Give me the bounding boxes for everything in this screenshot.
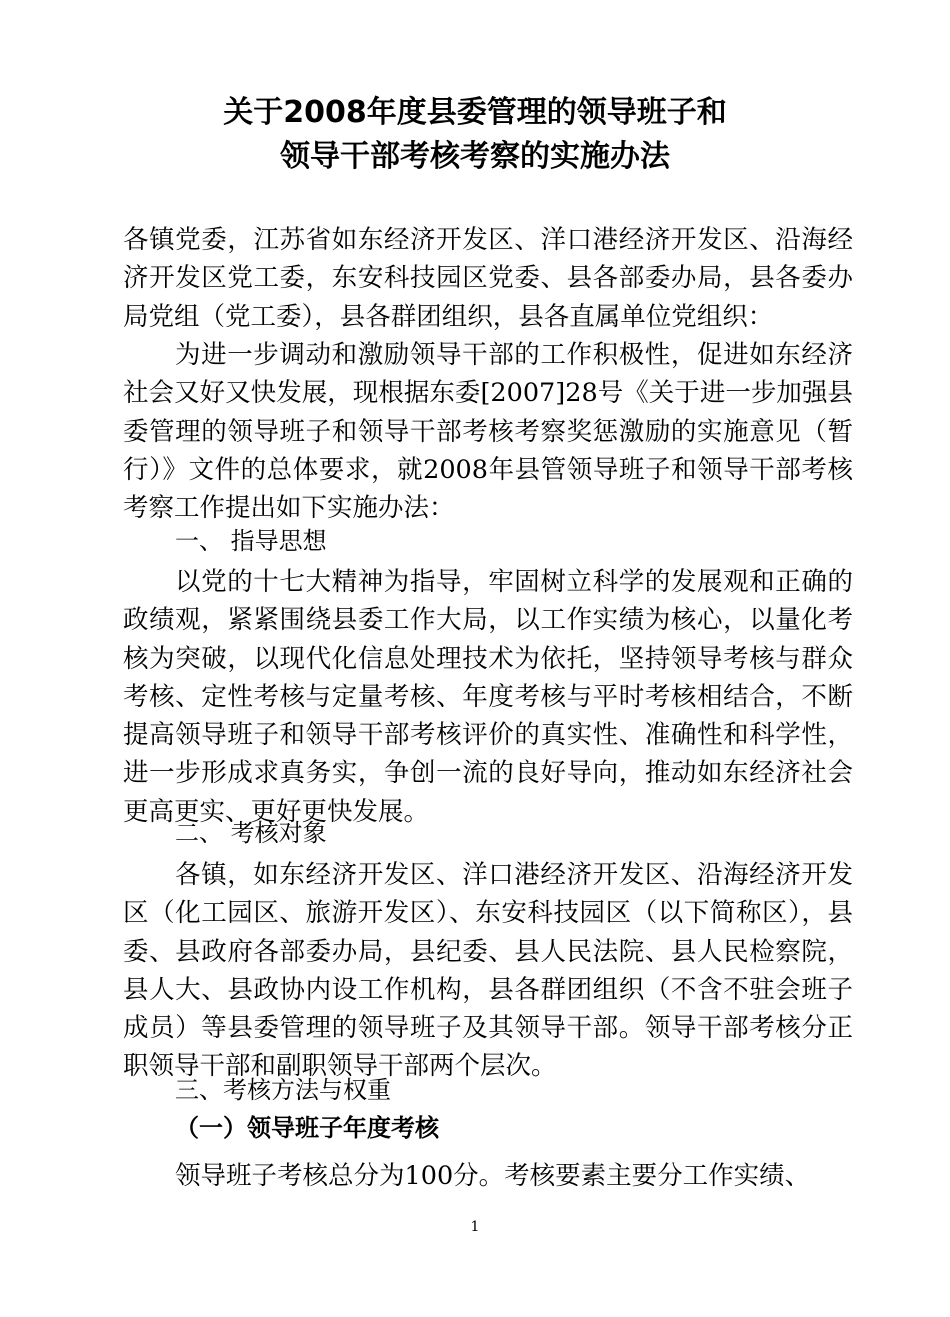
page-number: 1 xyxy=(470,1219,480,1235)
section-heading-assessment-targets: 二、 考核对象 xyxy=(175,819,327,847)
document-title-line-2: 领导干部考核考察的实施办法 xyxy=(280,139,670,174)
section-heading-methods-weights: 三、考核方法与权重 xyxy=(175,1076,391,1104)
section-heading-guiding-ideology: 一、 指导思想 xyxy=(175,527,327,555)
subsection-paragraph-team-annual-assessment: 领导班子考核总分为100分。考核要素主要分工作实绩、 xyxy=(175,1161,811,1191)
salutation-paragraph: 各镇党委，江苏省如东经济开发区、洋口港经济开发区、沿海经济开发区党工委，东安科技园区党委、县各部委办局，县各委办局党组（党工委），县各群团组织，县各直属单位党组织： xyxy=(123,225,853,332)
intro-paragraph: 为进一步调动和激励领导干部的工作积极性，促进如东经济社会又好又快发展，现根据东委[2007]28号《关于进一步加强县委管理的领导班子和领导干部考核考察奖惩激励的实施意见（暂行）》文件的总体要求，就2008年县管领导班子和领导干部考核考察工作提出如下实施办法： xyxy=(123,340,853,524)
subsection-heading-team-annual-assessment: （一）领导班子年度考核 xyxy=(175,1114,439,1142)
section-paragraph-assessment-targets: 各镇，如东经济开发区、洋口港经济开发区、沿海经济开发区（化工园区、旅游开发区）、东安科技园区（以下简称区），县委、县政府各部委办局，县纪委、县人民法院、县人民检察院，县人大、县政协内设工作机构，县各群团组织（不含不驻会班子成员）等县委管理的领导班子及其领导干部。领导干部考核分正职领导干部和副职领导干部两个层次。 xyxy=(123,860,853,1082)
section-paragraph-guiding-ideology: 以党的十七大精神为指导，牢固树立科学的发展观和正确的政绩观，紧紧围绕县委工作大局，以工作实绩为核心，以量化考核为突破，以现代化信息处理技术为依托，坚持领导考核与群众考核、定性考核与定量考核、年度考核与平时考核相结合，不断提高领导班子和领导干部考核评价的真实性、准确性和科学性，进一步形成求真务实，争创一流的良好导向，推动如东经济社会更高更实、更好更快发展。 xyxy=(123,567,853,827)
document-title-line-1: 关于2008年度县委管理的领导班子和 xyxy=(223,95,727,130)
